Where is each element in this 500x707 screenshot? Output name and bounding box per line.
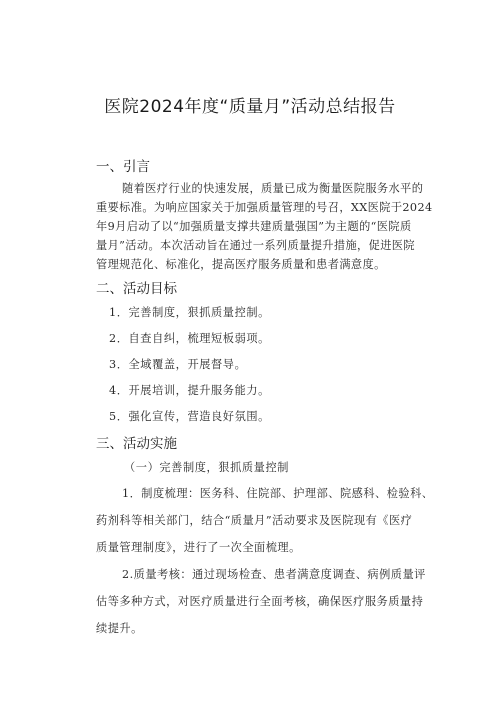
goal-item: 4．开展培训，提升服务能力。 [109,384,270,397]
implementation-paragraph-1 [96,480,434,561]
goal-item: 5．强化宣传，营造良好氛围。 [109,410,270,423]
implementation-line: 估等多种方式，对医疗质量进行全面考核，确保医疗服务质量持 [96,595,424,608]
intro-line: 年9月启动了以“加强质量支撑共建质量强国”为主题的“医院质 [96,220,412,233]
implementation-line: 2.质量考核：通过现场检查、患者满意度调查、病例质量评 [122,568,426,581]
section-heading-intro: 一、引言 [96,159,150,175]
intro-line: 重要标准。为响应国家关于加强质量管理的号召，XX医院于2024 [96,201,433,214]
goal-item: 1．完善制度，狠抓质量控制。 [109,306,270,319]
goal-item: 3．全域覆盖，开展督导。 [109,358,247,371]
implementation-line: 药剂科等相关部门，结合“质量月”活动要求及医院现有《医疗 [96,514,413,527]
document-title: 医院2024年度“质量月”活动总结报告 [104,97,396,117]
implementation-line: 1．制度梳理：医务科、住院部、护理部、院感科、检验科、 [122,487,434,500]
intro-line: 随着医疗行业的快速发展，质量已成为衡量医院服务水平的 [122,182,424,195]
section-heading-implementation: 三、活动实施 [96,436,177,452]
implementation-paragraph-2 [96,561,426,642]
goal-item: 2．自查自纠，梳理短板弱项。 [109,332,270,345]
implementation-line: 质量管理制度》，进行了一次全面梳理。 [96,541,301,554]
intro-paragraph [96,179,433,274]
intro-line: 量月”活动。本次活动旨在通过一系列质量提升措施，促进医院 [96,239,415,252]
intro-line: 管理规范化、标准化，提高医疗服务质量和患者满意度。 [96,258,386,271]
subsection-heading: （一）完善制度，狠抓质量控制 [124,461,290,474]
implementation-line: 续提升。 [96,622,143,635]
section-heading-goals: 二、活动目标 [96,281,177,297]
